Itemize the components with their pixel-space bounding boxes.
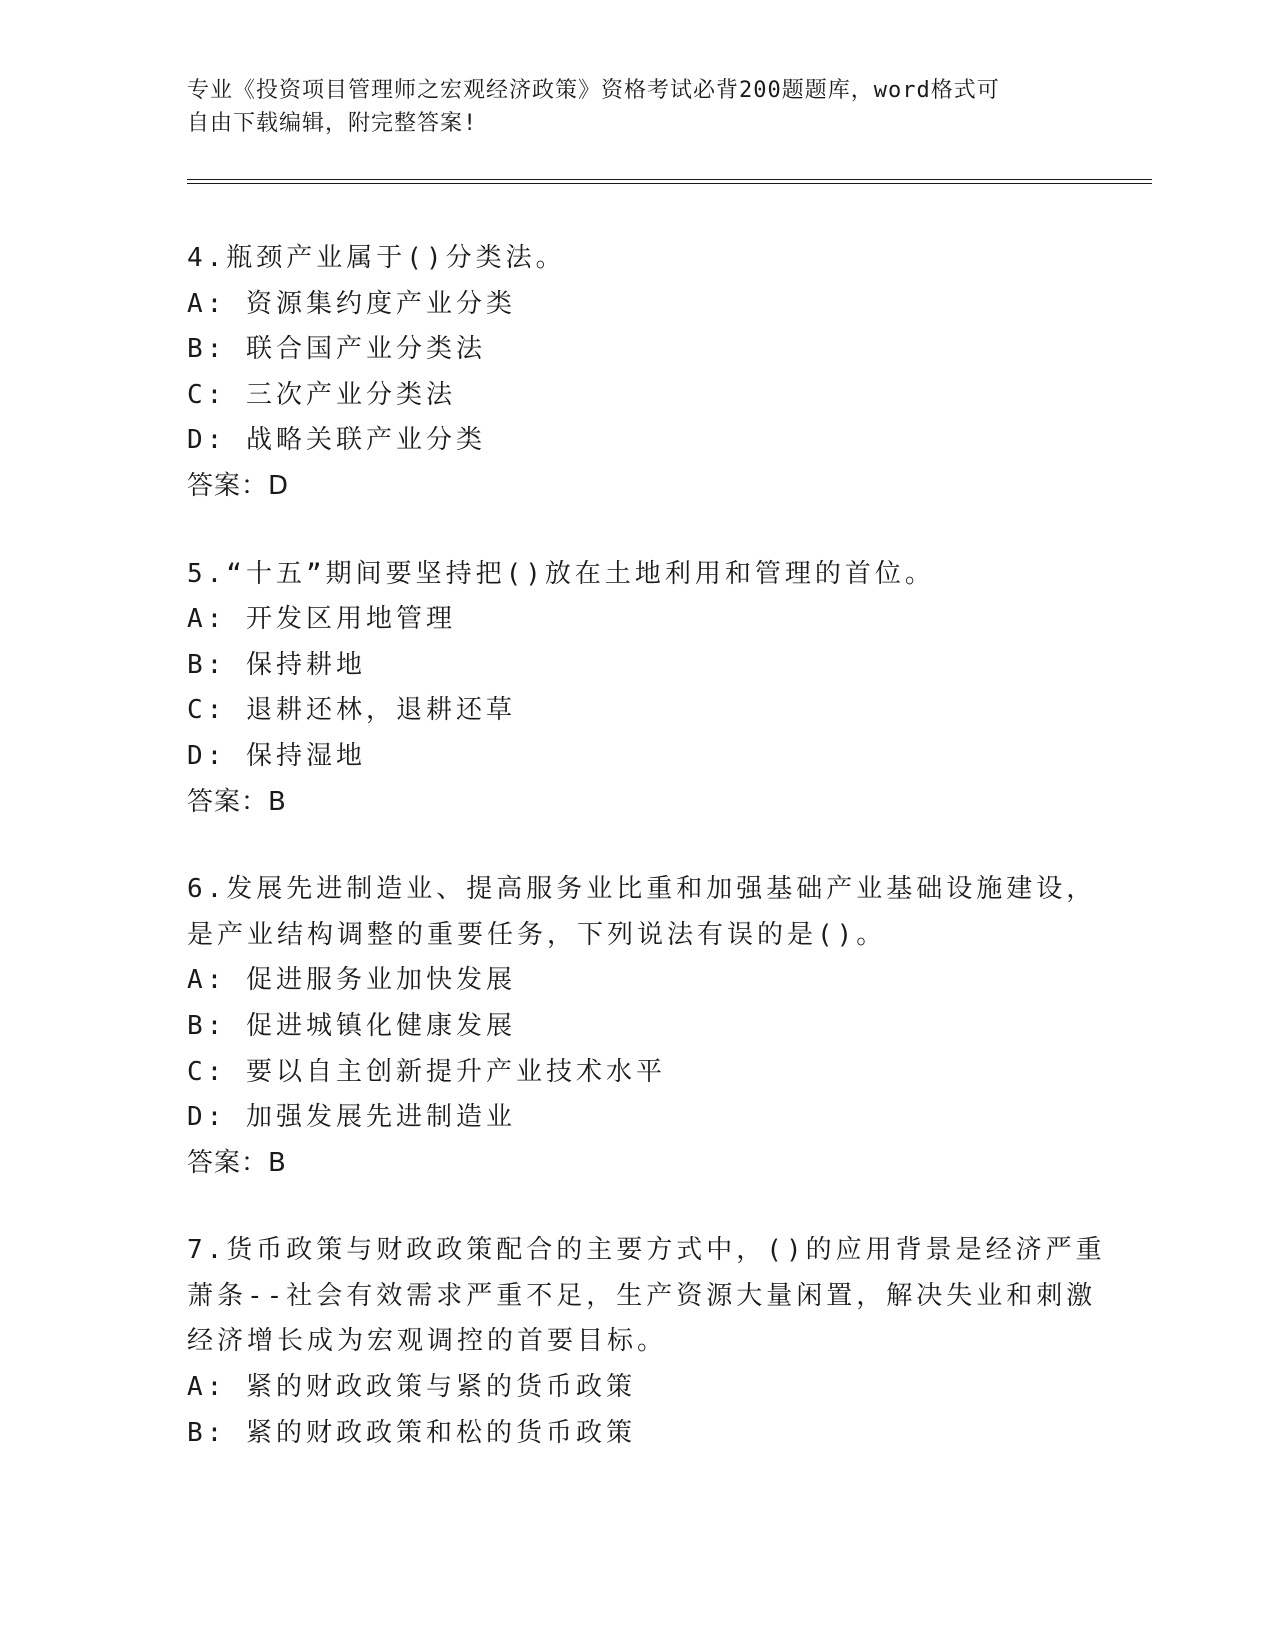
header-divider-top (187, 179, 1152, 180)
answer-text: 答案：D (187, 470, 290, 501)
answer-text: 答案：B (187, 786, 287, 817)
header-line-2: 自由下载编辑，附完整答案! (187, 111, 478, 136)
option-d: D: 保持湿地 (187, 740, 366, 771)
document-header (187, 74, 1067, 140)
question-stem-line-2: 是产业结构调整的重要任务，下列说法有误的是()。 (187, 919, 887, 950)
option-a: A: 开发区用地管理 (187, 604, 456, 635)
option-d: D: 加强发展先进制造业 (187, 1102, 516, 1133)
option-b: B: 保持耕地 (187, 649, 366, 680)
question-stem-line-2: 萧条--社会有效需求严重不足，生产资源大量闲置，解决失业和刺激 (187, 1280, 1097, 1311)
question-5 (187, 552, 1087, 826)
question-stem-line-3: 经济增长成为宏观调控的首要目标。 (187, 1326, 668, 1357)
question-stem: 5.“十五”期间要坚持把()放在土地利用和管理的首位。 (187, 558, 935, 589)
option-d: D: 战略关联产业分类 (187, 425, 486, 456)
question-stem-line-1: 6.发展先进制造业、提高服务业比重和加强基础产业基础设施建设， (187, 874, 1097, 905)
option-a: A: 紧的财政政策与紧的货币政策 (187, 1372, 636, 1403)
question-4 (187, 236, 1087, 510)
question-6 (187, 867, 1097, 1186)
header-divider-bottom (187, 183, 1152, 184)
question-list (187, 236, 1106, 1498)
option-c: C: 退耕还林，退耕还草 (187, 695, 516, 726)
option-a: A: 资源集约度产业分类 (187, 288, 516, 319)
option-c: C: 三次产业分类法 (187, 379, 456, 410)
option-b: B: 紧的财政政策和松的货币政策 (187, 1417, 636, 1448)
option-a: A: 促进服务业加快发展 (187, 965, 516, 996)
option-b: B: 联合国产业分类法 (187, 334, 486, 365)
option-c: C: 要以自主创新提升产业技术水平 (187, 1056, 666, 1087)
header-line-1: 专业《投资项目管理师之宏观经济政策》资格考试必背200题题库，word格式可 (187, 78, 1000, 103)
option-b: B: 促进城镇化健康发展 (187, 1010, 516, 1041)
question-stem-line-1: 7.货币政策与财政政策配合的主要方式中，()的应用背景是经济严重 (187, 1235, 1106, 1266)
question-7 (187, 1228, 1106, 1456)
question-stem: 4.瓶颈产业属于()分类法。 (187, 243, 566, 273)
answer-text: 答案：B (187, 1147, 287, 1178)
